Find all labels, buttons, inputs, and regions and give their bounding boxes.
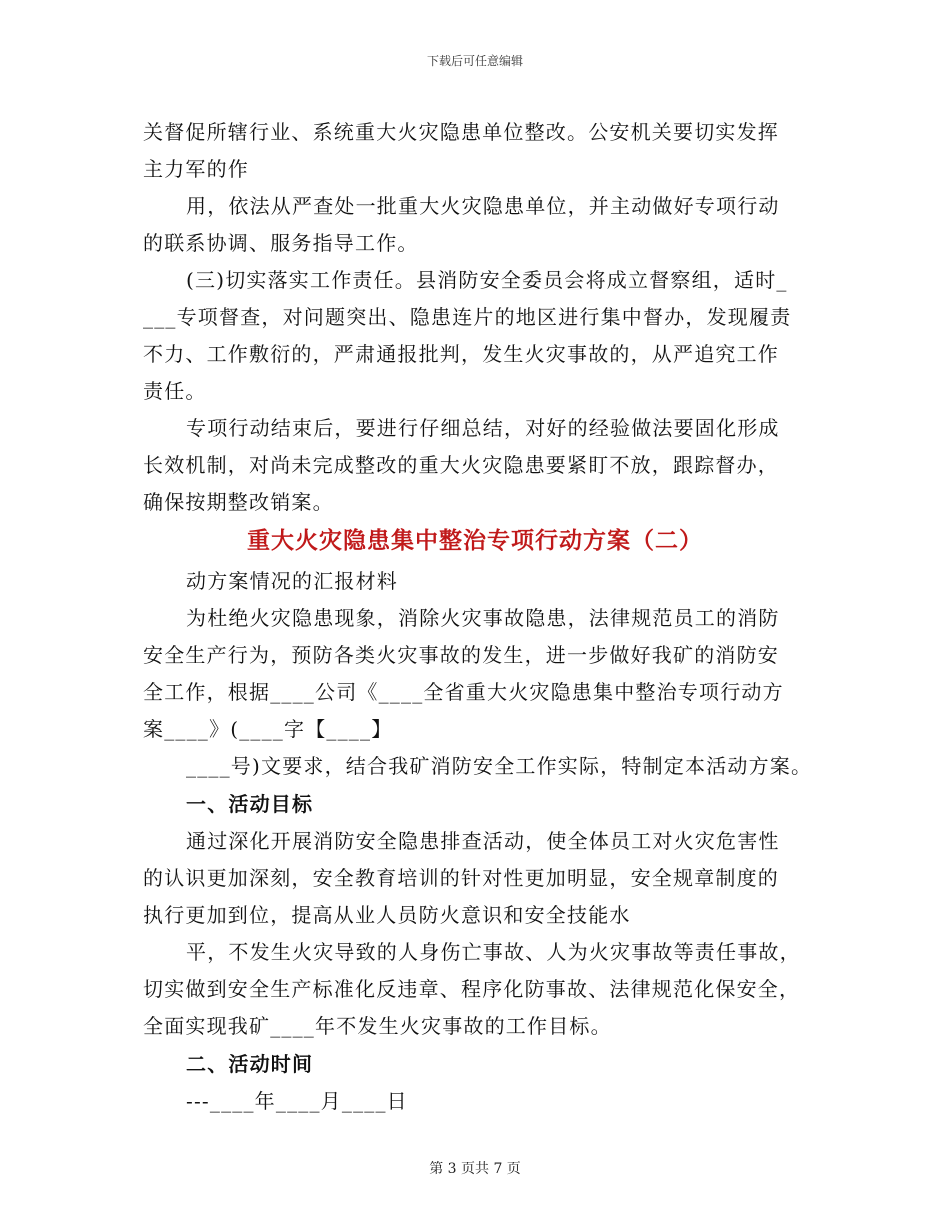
paragraph-line: 为杜绝火灾隐患现象，消除火灾事故隐患，法律规范员工的消防 — [186, 606, 780, 630]
paragraph-line: 全面实现我矿____年不发生火灾事故的工作目标。 — [143, 1014, 612, 1038]
paragraph-line: 确保按期整改销案。 — [143, 490, 334, 514]
paragraph-line: ____号)文要求，结合我矿消防安全工作实际，特制定本活动方案。 — [186, 754, 813, 778]
paragraph-line: 切实做到安全生产标准化反违章、程序化防事故、法律规范化保安全， — [143, 977, 801, 1001]
paragraph-line: 长效机制，对尚未完成整改的重大火灾隐患要紧盯不放，跟踪督办， — [143, 453, 779, 477]
paragraph-line: 动方案情况的汇报材料 — [186, 569, 398, 593]
paragraph-line: 不力、工作敷衍的，严肃通报批判，发生火灾事故的，从严追究工作 — [143, 342, 779, 366]
paragraph-line: (三)切实落实工作责任。县消防安全委员会将成立督察组，适时_ — [186, 268, 788, 292]
paragraph-line: 责任。 — [143, 379, 207, 403]
heading-objective: 一、活动目标 — [186, 792, 314, 816]
paragraph-line: 的认识更加深刻，安全教育培训的针对性更加明显，安全规章制度的 — [143, 866, 779, 890]
paragraph-line: 安全生产行为，预防各类火灾事故的发生，进一步做好我矿的消防安 — [143, 643, 779, 667]
paragraph-line: 案____》(____字【____】 — [143, 717, 393, 741]
paragraph-line: 主力军的作 — [143, 157, 249, 181]
page-header: 下载后可任意编辑 — [426, 54, 523, 68]
paragraph-line: 专项行动结束后，要进行仔细总结，对好的经验做法要固化形成 — [186, 416, 780, 440]
paragraph-line: 全工作，根据____公司《____全省重大火灾隐患集中整治专项行动方 — [143, 680, 784, 704]
heading-time: 二、活动时间 — [186, 1052, 314, 1076]
page-footer: 第 3 页共 7 页 — [429, 1161, 521, 1177]
paragraph-line: ---____年____月____日 — [186, 1089, 408, 1113]
paragraph-line: 通过深化开展消防安全隐患排查活动，使全体员工对火灾危害性 — [186, 829, 780, 853]
paragraph-line: 用，依法从严查处一批重大火灾隐患单位，并主动做好专项行动 — [186, 194, 780, 218]
paragraph-line: 执行更加到位，提高从业人员防火意识和安全技能水 — [143, 903, 631, 927]
paragraph-line: 关督促所辖行业、系统重大火灾隐患单位整改。公安机关要切实发挥 — [143, 120, 779, 144]
paragraph-line: ___专项督查，对问题突出、隐患连片的地区进行集中督办，发现履责 — [143, 305, 792, 329]
section-title: 重大火灾隐患集中整治专项行动方案（二） — [247, 527, 703, 554]
paragraph-line: 平，不发生火灾导致的人身伤亡事故、人为火灾事故等责任事故， — [186, 940, 801, 964]
paragraph-line: 的联系协调、服务指导工作。 — [143, 231, 419, 255]
